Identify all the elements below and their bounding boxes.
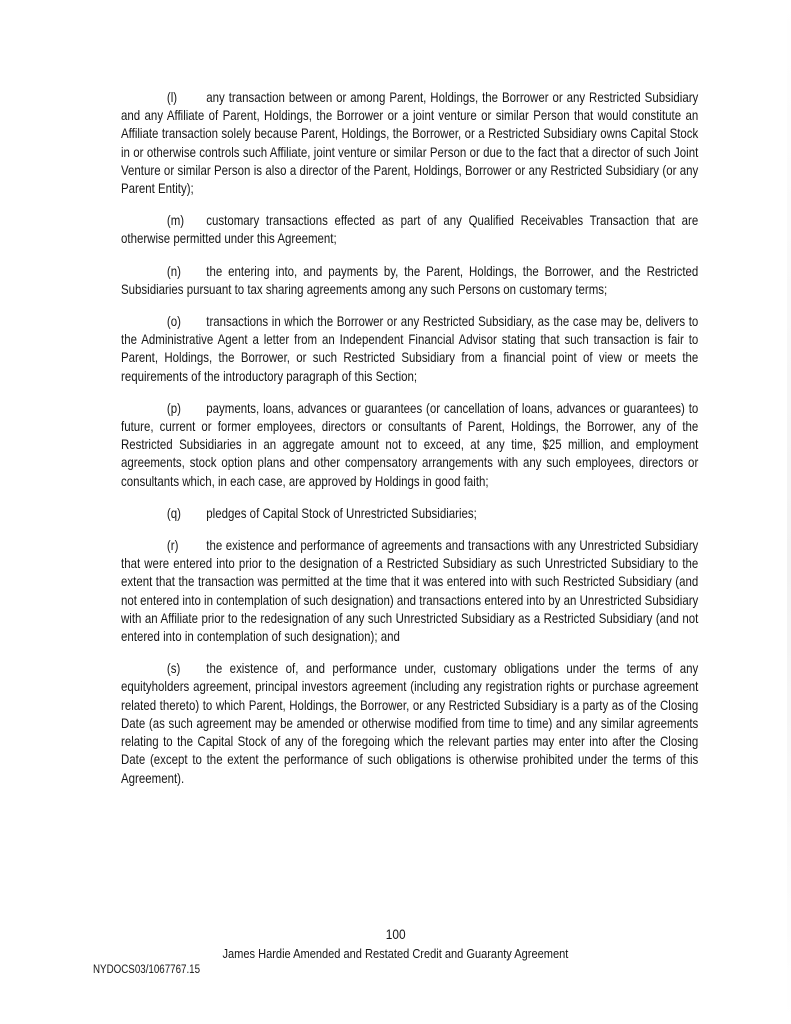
footer-title [0,946,791,962]
paragraph-text: pledges of Capital Stock of Unrestricted Subsidiaries; [206,504,477,521]
doc-id-text: NYDOCS03/1067767.15 [93,964,201,976]
paragraph-text: any transaction between or among Parent, Holdings, the Borrower or any Restricted Subsidiary and any Affiliate of Parent, Holdings, the Borrower or a joint venture or similar Person that would constitute an Affiliate transaction solely because Parent, Holdings, the Borrower, or a Restricted Subsidiary owns Capital Stock in or otherwise controls such Affiliate, joint venture or similar Person or due to the fact that a director of such Joint Venture or similar Person is also a director of the Parent, Holdings, Borrower or any Restricted Subsidiary (or any Parent Entity); [121,89,699,197]
document-body [121,88,698,801]
paragraph-text: the existence and performance of agreements and transactions with any Unrestricted Subsidiary that were entered into prior to the designation of a Restricted Subsidiary as such Unrestricted Subsidiary to the extent that the transaction was permitted at the time that it was entered into with such Restricted Subsidiary (and not entered into in contemplation of such designation) and transactions entered into by an Unrestricted Subsidiary with an Affiliate prior to the redesignation of any such Unrestricted Subsidiary as a Restricted Subsidiary (and not entered into in contemplation of such designation); and [121,537,699,645]
paragraph-m [121,211,698,247]
paragraph-r [121,536,698,645]
paragraph-label: (o) [166,313,181,330]
paragraph-l [121,88,698,197]
paragraph-label: (r) [166,537,179,554]
paragraph-text: the entering into, and payments by, the Parent, Holdings, the Borrower, and the Restricted Subsidiaries pursuant to tax sharing agreements among any such Persons on customary terms; [121,262,699,297]
paragraph-text: customary transactions effected as part of any Qualified Receivables Transaction that are otherwise permitted under this Agreement; [121,212,699,247]
paragraph-o [121,312,698,385]
paragraph-label: (p) [166,399,181,416]
paragraph-s [121,659,698,786]
paragraph-p [121,399,698,490]
page-number-text: 100 [385,926,406,942]
page-number [0,926,791,943]
scan-edge-artifact [787,0,791,1024]
paragraph-q [121,504,698,522]
doc-id [93,963,219,977]
paragraph-label: (n) [166,262,181,279]
paragraph-n [121,262,698,298]
paragraph-label: (s) [166,660,181,677]
paragraph-text: the existence of, and performance under, customary obligations under the terms of any equityholders agreement, principal investors agreement (including any registration rights or purchase agreement related thereto) to which Parent, Holdings, the Borrower, or any Restricted Subsidiary is a party as of the Closing Date (as such agreement may be amended or otherwise modified from time to time) and any similar agreements relating to the Capital Stock of any of the foregoing which the relevant parties may enter into after the Closing Date (except to the extent the performance of such obligations is otherwise prohibited under the terms of this Agreement). [121,660,699,786]
paragraph-label: (q) [166,504,181,521]
paragraph-label: (m) [166,212,185,229]
paragraph-text: payments, loans, advances or guarantees (or cancellation of loans, advances or guarantees) to future, current or former employees, directors or consultants of Parent, Holdings, the Borrower, any of the Restricted Subsidiaries in an aggregate amount not to exceed, at any time, $25 million, and employment agreements, stock option plans and other compensatory arrangements with any such employees, directors or consultants which, in each case, are approved by Holdings in good faith; [121,399,699,489]
footer-title-text: James Hardie Amended and Restated Credit and Guaranty Agreement [222,946,569,961]
paragraph-text: transactions in which the Borrower or any Restricted Subsidiary, as the case may be, delivers to the Administrative Agent a letter from an Independent Financial Advisor stating that such transaction is fair to Parent, Holdings, the Borrower, or such Restricted Subsidiary from a financial point of view or meets the requirements of the introductory paragraph of this Section; [121,313,699,384]
paragraph-label: (l) [166,89,178,105]
